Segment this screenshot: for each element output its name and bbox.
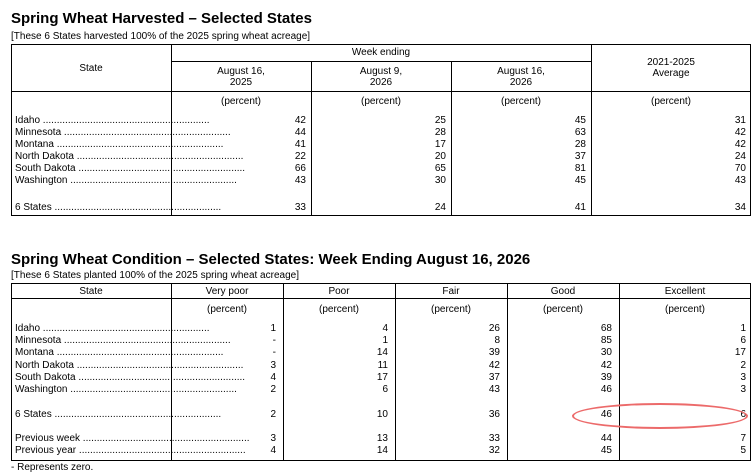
state-label: Previous week [15,433,81,444]
value-cell: 11 [377,360,388,371]
value-cell: 63 [574,127,586,138]
state-name [15,175,237,187]
leader-dots: ............................................................ [53,139,224,150]
value-cell: 14 [376,347,388,358]
leader-dots: ............................................................ [53,347,224,358]
leader-dots: ............................................................ [75,163,246,174]
previous-week-value-cell: 3 [270,433,276,444]
value-cell: 8 [494,335,500,346]
condition-note: [These 6 States planted 100% of the 2025 spring wheat acreage] [11,270,299,281]
value-cell: 2 [740,360,746,371]
value-cell: 4 [270,372,276,383]
leader-dots: ............................................................ [40,115,210,126]
value-cell: 6 [382,384,388,395]
state-label: Washington [15,175,68,186]
value-cell: 17 [434,139,446,150]
state-name [15,323,210,335]
leader-dots: ............................................................ [61,335,231,346]
condition-header: Good [550,286,576,297]
previous-year-value-cell: 45 [600,445,612,456]
harvested-divider [171,61,591,62]
highlight-ellipse [572,403,748,429]
value-cell: 30 [600,347,612,358]
state-name [15,433,250,445]
state-label: Minnesota [15,335,62,346]
leader-dots: ............................................................ [73,360,244,371]
value-cell: 6 [740,335,746,346]
value-cell: 17 [376,372,388,383]
header-col2-line2: 2026 [369,77,393,88]
unit-label: (percent) [664,304,705,315]
previous-year-value-cell: 14 [376,445,388,456]
value-cell: 65 [434,163,446,174]
header-col4-line2: Average [652,68,690,79]
header-col2-line1: August 9, [359,66,403,77]
value-cell: 45 [574,175,586,186]
value-cell: 39 [488,347,500,358]
harvested-header-rule [11,91,751,92]
total-value-cell: 41 [574,202,586,213]
state-name [15,115,210,127]
value-cell: 3 [740,372,746,383]
value-cell: 37 [488,372,500,383]
value-cell: 3 [270,360,276,371]
unit-label: (percent) [650,96,691,107]
previous-year-value-cell: 5 [740,445,746,456]
state-name [15,163,246,175]
header-week-ending: Week ending [351,47,411,58]
state-name [15,202,222,214]
unit-label: (percent) [206,304,247,315]
unit-label: (percent) [500,96,541,107]
state-name [15,372,246,384]
state-label: 6 States [15,409,52,420]
value-cell: 26 [488,323,500,334]
value-cell: 70 [734,163,746,174]
leader-dots: ............................................................ [51,409,222,420]
value-cell: 17 [734,347,746,358]
value-cell: 28 [434,127,446,138]
header-col3-line2: 2026 [509,77,533,88]
state-name [15,360,244,372]
state-label: Idaho [15,323,41,334]
leader-dots: ............................................................ [67,384,237,395]
state-name [15,384,237,396]
state-label: 6 States [15,202,52,213]
value-cell: 43 [734,175,746,186]
value-cell: 28 [574,139,586,150]
value-cell: 43 [488,384,500,395]
state-name [15,151,244,163]
value-cell: 20 [434,151,446,162]
value-cell: 31 [734,115,746,126]
previous-week-value-cell: 33 [488,433,500,444]
state-label: Previous year [15,445,77,456]
value-cell: 42 [734,127,746,138]
value-cell: 66 [294,163,306,174]
unit-label: (percent) [360,96,401,107]
leader-dots: ............................................................ [51,202,222,213]
condition-header: State [79,286,103,297]
state-label: Montana [15,347,54,358]
condition-header-rule [11,298,751,299]
previous-year-value-cell: 32 [488,445,500,456]
state-label: Washington [15,384,68,395]
value-cell: 81 [574,163,586,174]
total-value-cell: 46 [600,409,612,420]
header-col1-line2: 2025 [229,77,253,88]
condition-header: Very poor [205,286,249,297]
value-cell: 25 [434,115,446,126]
total-value-cell: 36 [488,409,500,420]
value-cell: 2 [270,384,276,395]
value-cell: 22 [294,151,306,162]
value-cell: 46 [600,384,612,395]
value-cell: 41 [294,139,306,150]
state-name [15,139,224,151]
value-cell: 24 [734,151,746,162]
total-value-cell: 24 [434,202,446,213]
leader-dots: ............................................................ [75,372,246,383]
value-cell: 68 [600,323,612,334]
leader-dots: ............................................................ [67,175,237,186]
header-col3-line1: August 16, [497,66,545,77]
leader-dots: ............................................................ [76,445,246,456]
value-cell: 42 [488,360,500,371]
total-value-cell: 34 [734,202,746,213]
value-cell: 1 [270,323,276,334]
header-col1-line1: August 16, [217,66,265,77]
total-value-cell: 6 [740,409,746,420]
value-cell: 39 [600,372,612,383]
state-label: North Dakota [15,360,74,371]
state-label: Montana [15,139,54,150]
condition-header: Poor [328,286,350,297]
unit-label: (percent) [318,304,359,315]
leader-dots: ............................................................ [73,151,244,162]
previous-week-value-cell: 7 [740,433,746,444]
condition-header: Excellent [664,286,706,297]
condition-header: Fair [442,286,460,297]
total-value-cell: 10 [376,409,388,420]
total-value-cell: 33 [294,202,306,213]
value-cell: 1 [382,335,388,346]
header-state: State [79,63,103,74]
state-name [15,409,222,421]
footnote: - Represents zero. [11,462,94,473]
value-cell: 3 [740,384,746,395]
unit-label: (percent) [220,96,261,107]
value-cell: - [272,347,276,358]
value-cell: 42 [294,115,306,126]
value-cell: - [272,335,276,346]
leader-dots: ............................................................ [61,127,231,138]
state-label: North Dakota [15,151,74,162]
harvested-title: Spring Wheat Harvested – Selected States [11,10,312,27]
state-name [15,335,231,347]
value-cell: 37 [574,151,586,162]
state-name [15,445,246,457]
value-cell: 30 [434,175,446,186]
condition-title: Spring Wheat Condition – Selected States: Week Ending August 16, 2026 [11,251,531,268]
value-cell: 42 [600,360,612,371]
value-cell: 4 [382,323,388,334]
value-cell: 1 [740,323,746,334]
state-label: Minnesota [15,127,62,138]
unit-label: (percent) [542,304,583,315]
value-cell: 42 [734,139,746,150]
state-label: Idaho [15,115,41,126]
state-label: South Dakota [15,163,76,174]
previous-week-value-cell: 44 [600,433,612,444]
value-cell: 43 [294,175,306,186]
total-value-cell: 2 [270,409,276,420]
state-name [15,127,231,139]
previous-year-value-cell: 4 [270,445,276,456]
value-cell: 45 [574,115,586,126]
unit-label: (percent) [430,304,471,315]
leader-dots: ............................................................ [40,323,210,334]
state-name [15,347,224,359]
previous-week-value-cell: 13 [376,433,388,444]
state-label: South Dakota [15,372,76,383]
leader-dots: ............................................................ [80,433,250,444]
value-cell: 44 [294,127,306,138]
harvested-note: [These 6 States harvested 100% of the 2025 spring wheat acreage] [11,31,311,42]
value-cell: 85 [600,335,612,346]
header-col4-line1: 2021-2025 [647,57,695,68]
